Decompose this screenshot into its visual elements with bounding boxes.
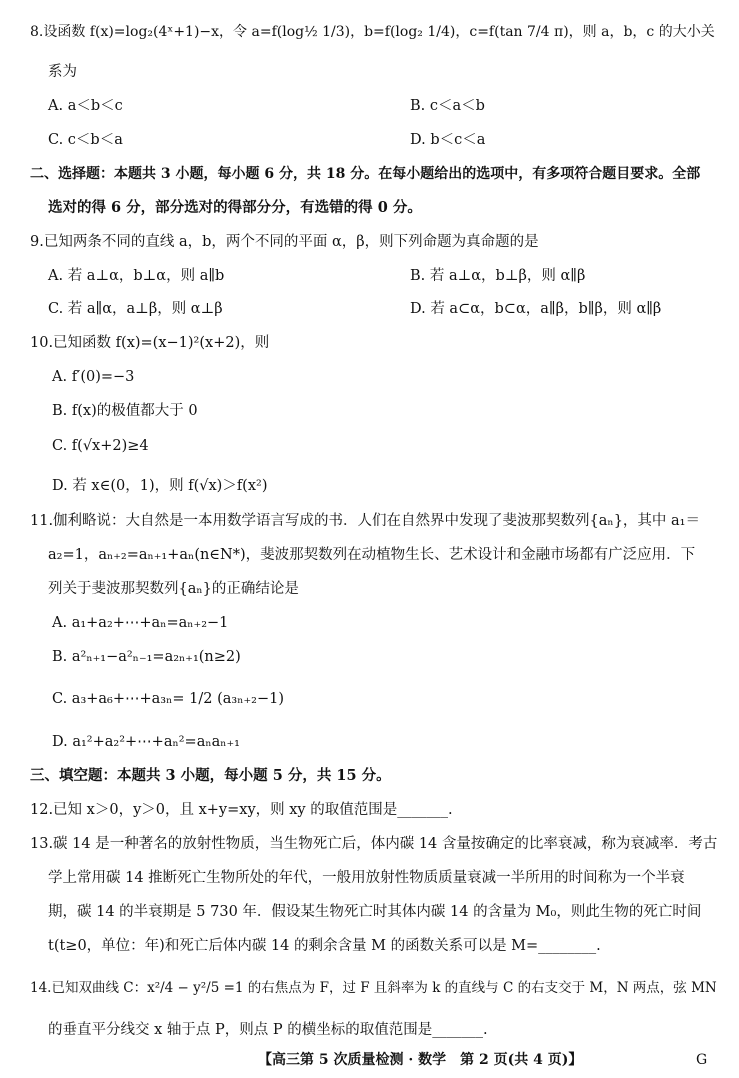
q11-stem-line1: 11.伽利略说：大自然是一本用数学语言写成的书．人们在自然界中发现了斐波那契数列{aₙ}，其中 a₁＝	[30, 513, 700, 529]
q9-option-d: D. 若 a⊂α，b⊂α，a∥β，b∥β，则 α∥β	[410, 301, 662, 317]
section3-heading: 三、填空题：本题共 3 小题，每小题 5 分，共 15 分。	[30, 767, 391, 784]
q11-option-a: A. a₁+a₂+⋯+aₙ=aₙ₊₂−1	[52, 615, 229, 631]
q11-stem-line2: a₂=1，aₙ₊₂=aₙ₊₁+aₙ(n∈N*)，斐波那契数列在动植物生长、艺术设计和金融市场都有广泛应用．下	[48, 547, 696, 563]
q8-option-b: B. c＜a＜b	[410, 98, 485, 114]
q9-option-b: B. 若 a⊥α，b⊥β，则 α∥β	[410, 268, 586, 284]
q11-option-b: B. a²ₙ₊₁−a²ₙ₋₁=a₂ₙ₊₁(n≥2)	[52, 649, 241, 665]
q10-option-d: D. 若 x∈(0，1)，则 f(√x)＞f(x²)	[52, 478, 268, 494]
q11-option-c: C. a₃+a₆+⋯+a₃ₙ= 1/2 (a₃ₙ₊₂−1)	[52, 691, 284, 707]
q13-stem-line1: 13.碳 14 是一种著名的放射性物质，当生物死亡后，体内碳 14 含量按确定的比率衰减，称为衰减率．考古	[30, 836, 718, 852]
q8-option-a: A. a＜b＜c	[48, 98, 123, 114]
q10-option-c: C. f(√x+2)≥4	[52, 438, 149, 454]
q13-stem-line4: t(t≥0，单位：年)和死亡后体内碳 14 的剩余含量 M 的函数关系可以是 M=________.	[48, 938, 601, 954]
footer-version-code: G	[696, 1052, 708, 1068]
q8-option-d: D. b＜c＜a	[410, 132, 486, 148]
q12-stem: 12.已知 x＞0，y＞0，且 x+y=xy，则 xy 的取值范围是_______.	[30, 802, 453, 818]
q8-stem-line1: 8.设函数 f(x)=log₂(4ˣ+1)−x，令 a=f(log½ 1/3)，b=f(log₂ 1/4)，c=f(tan 7/4 π)，则 a，b，c 的大小关	[30, 24, 715, 40]
q10-option-b: B. f(x)的极值都大于 0	[52, 403, 198, 419]
q14-stem-line1: 14.已知双曲线 C：x²/4 − y²/5 =1 的右焦点为 F，过 F 且斜率为 k 的直线与 C 的右支交于 M，N 两点，弦 MN	[30, 980, 717, 996]
section2-heading-line2: 选对的得 6 分，部分选对的得部分分，有选错的得 0 分。	[48, 199, 422, 216]
q8-option-c: C. c＜b＜a	[48, 132, 123, 148]
section2-heading-line1: 二、选择题：本题共 3 小题，每小题 6 分，共 18 分。在每小题给出的选项中，有多项符合题目要求。全部	[30, 166, 701, 182]
q10-option-a: A. f′(0)=−3	[52, 369, 135, 385]
q13-stem-line2: 学上常用碳 14 推断死亡生物所处的年代，一般用放射性物质质量衰减一半所用的时间称为一个半衰	[48, 870, 685, 886]
q10-stem: 10.已知函数 f(x)=(x−1)²(x+2)，则	[30, 335, 270, 351]
q8-stem-line2: 系为	[48, 64, 77, 80]
q11-option-d: D. a₁²+a₂²+⋯+aₙ²=aₙaₙ₊₁	[52, 734, 240, 750]
footer-page-info: 【高三第 5 次质量检测 · 数学 第 2 页(共 4 页)】	[258, 1052, 583, 1068]
q9-option-c: C. 若 a∥α，a⊥β，则 α⊥β	[48, 301, 223, 317]
q11-stem-line3: 列关于斐波那契数列{aₙ}的正确结论是	[48, 581, 299, 597]
q14-stem-line2: 的垂直平分线交 x 轴于点 P，则点 P 的横坐标的取值范围是_______.	[48, 1022, 488, 1038]
q9-option-a: A. 若 a⊥α，b⊥α，则 a∥b	[48, 268, 225, 284]
q13-stem-line3: 期，碳 14 的半衰期是 5 730 年．假设某生物死亡时其体内碳 14 的含量为 M₀，则此生物的死亡时间	[48, 904, 702, 920]
q9-stem: 9.已知两条不同的直线 a，b，两个不同的平面 α，β，则下列命题为真命题的是	[30, 234, 539, 250]
